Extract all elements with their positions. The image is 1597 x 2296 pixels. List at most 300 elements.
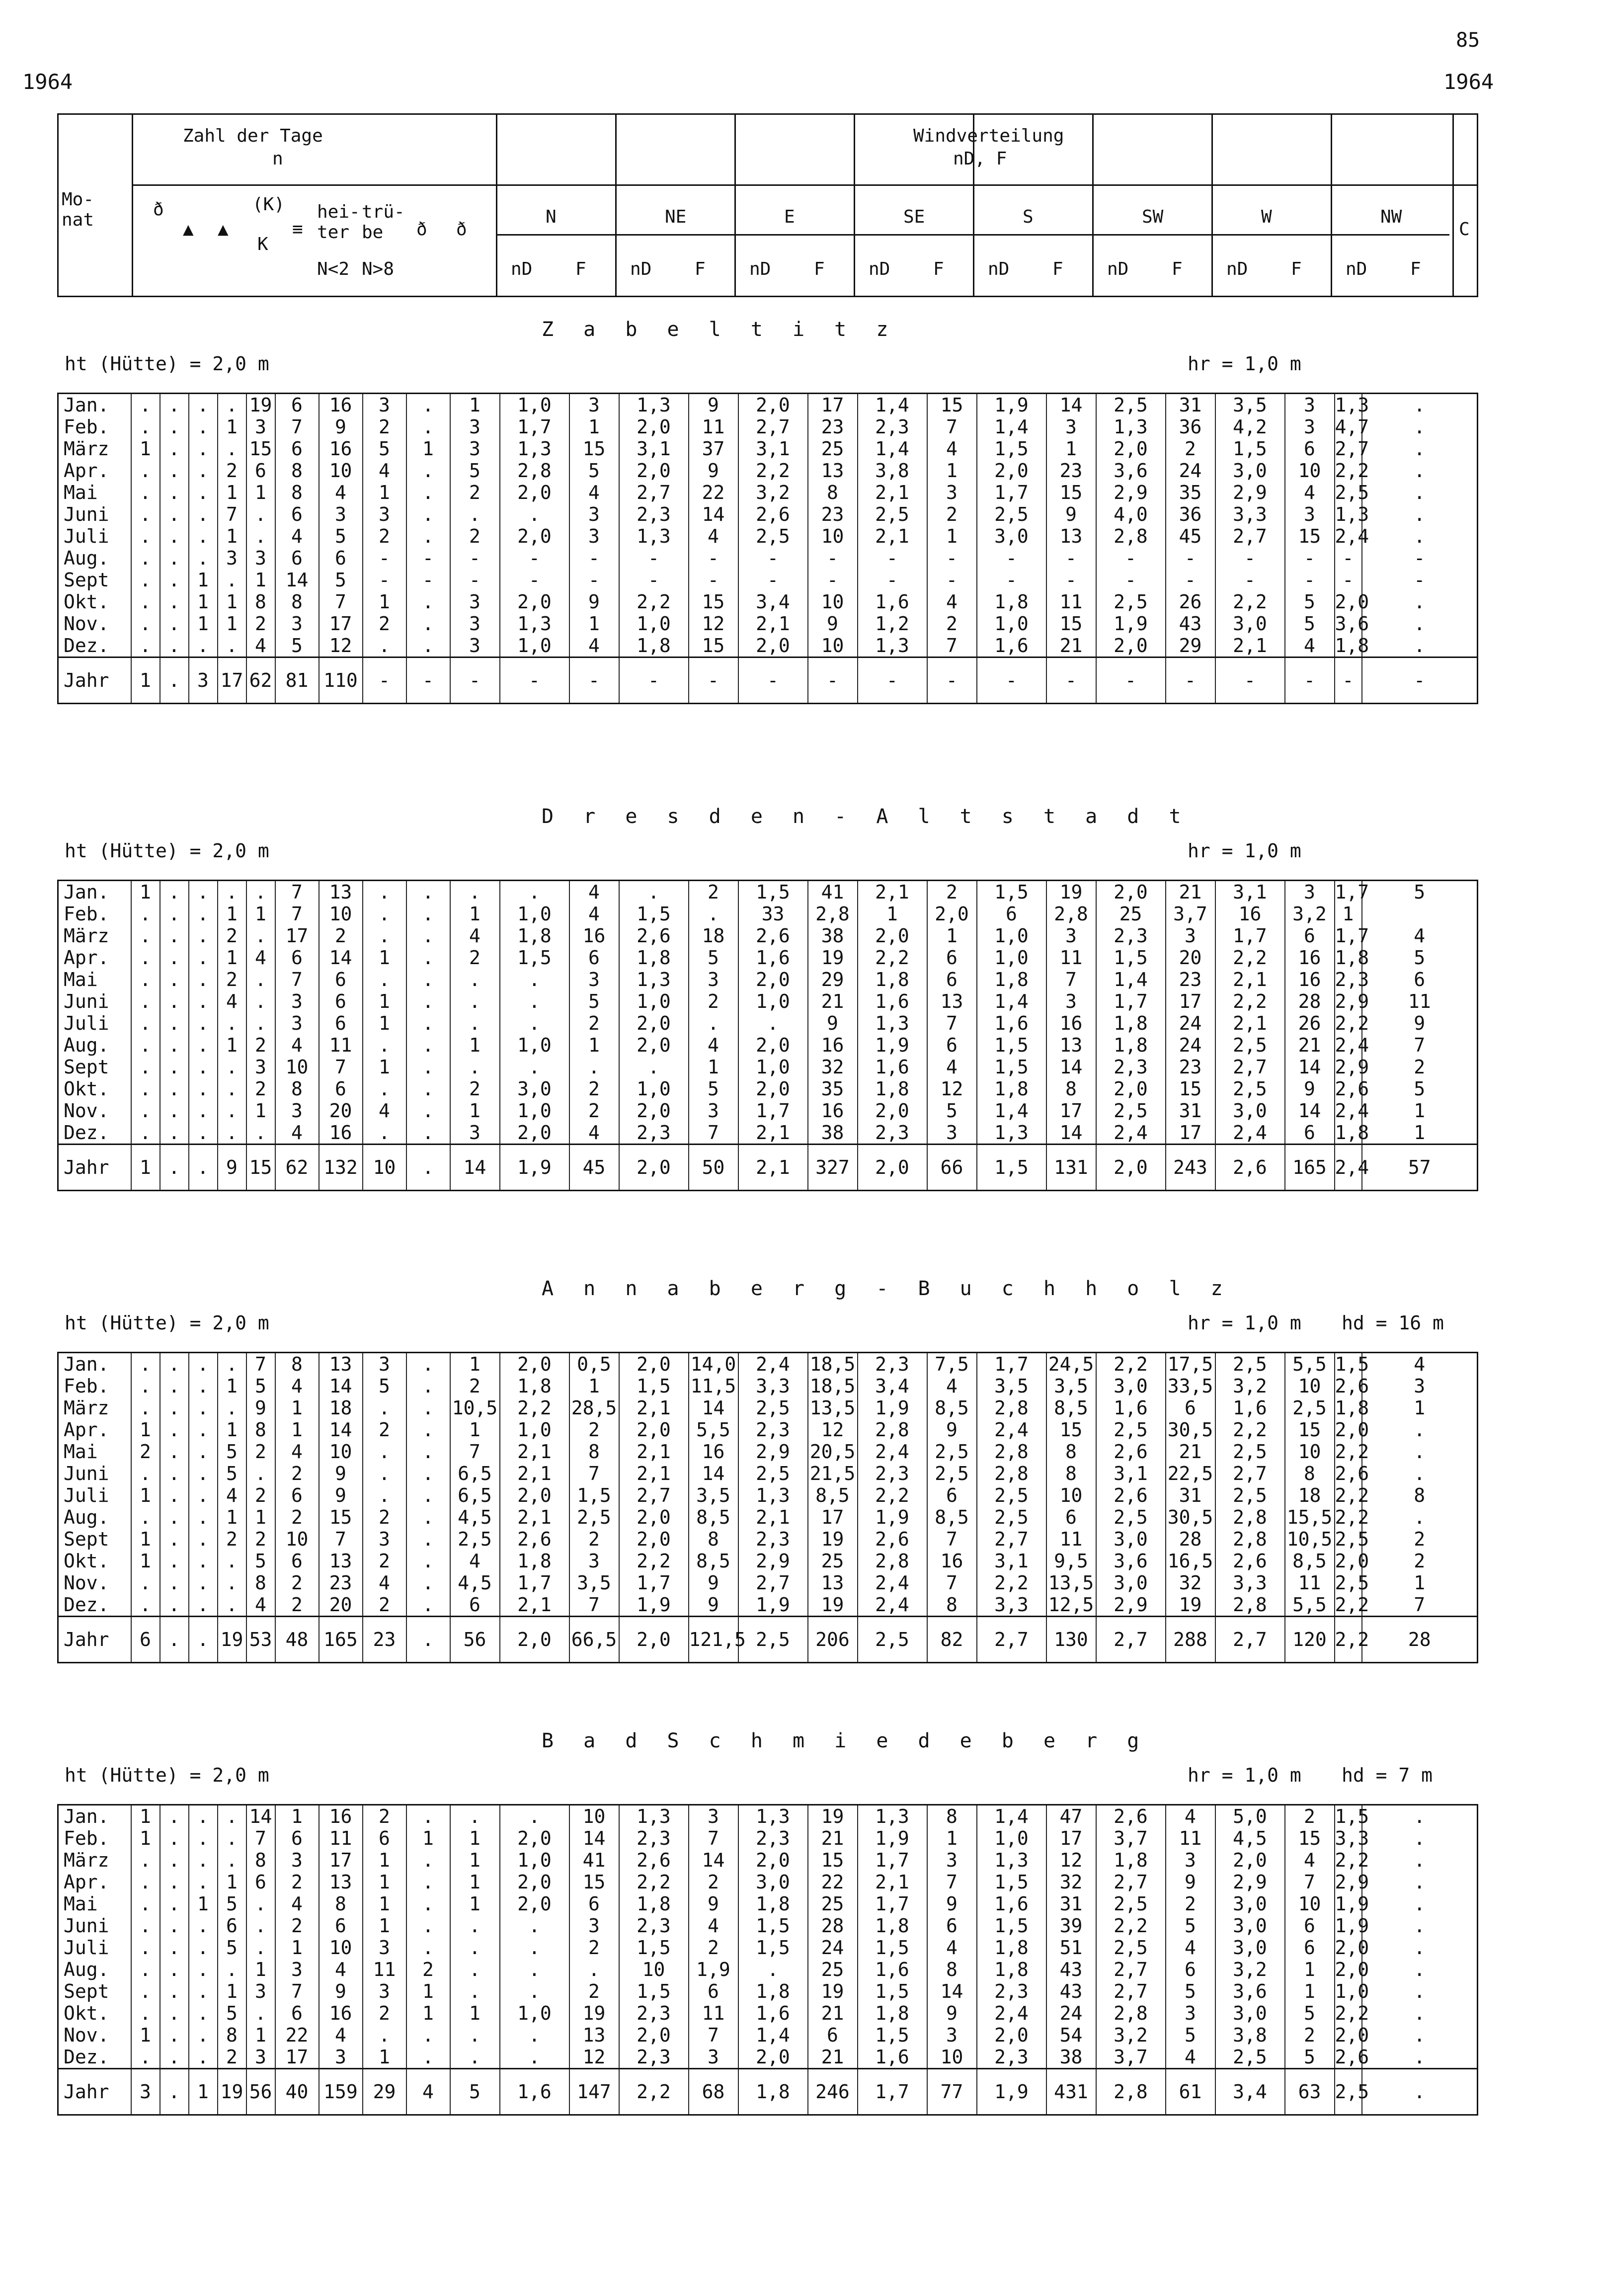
table-cell: 2 <box>218 460 246 482</box>
table-cell: 9 <box>1362 1012 1478 1034</box>
table-cell: . <box>1362 591 1478 613</box>
table-cell: 4 <box>569 482 619 503</box>
table-cell: 1 <box>1362 1122 1478 1145</box>
table-cell: . <box>160 1122 189 1145</box>
table-cell: 7 <box>927 1012 977 1034</box>
table-cell: 8 <box>927 1594 977 1617</box>
table-cell: . <box>1362 635 1478 657</box>
table-row <box>58 1441 1478 1463</box>
table-cell: 6 <box>246 460 275 482</box>
table-cell: 1,5 <box>619 1375 689 1397</box>
table-cell: 1,8 <box>500 1375 569 1397</box>
table-cell: 132 <box>319 1145 363 1191</box>
table-cell: - <box>858 569 927 591</box>
table-cell: 2,5 <box>738 1463 808 1484</box>
table-cell: 1,8 <box>1096 1034 1166 1056</box>
table-cell: 3 <box>569 969 619 990</box>
table-cell: . <box>218 635 246 657</box>
sym-dew: ð <box>416 219 427 240</box>
table-cell: . <box>189 1980 218 2002</box>
table-cell: 2,0 <box>619 1145 689 1191</box>
table-cell: 1,4 <box>977 1805 1046 1828</box>
table-cell: 130 <box>1046 1617 1096 1663</box>
table-cell: 1 <box>246 2024 275 2046</box>
table-cell: . <box>363 903 406 925</box>
month-label: Jahr <box>58 657 131 704</box>
table-cell: 19 <box>246 394 275 416</box>
table-cell: 14 <box>1285 1056 1335 1078</box>
month-label: Jahr <box>58 1145 131 1191</box>
table-cell: 23 <box>808 416 858 438</box>
table-cell: . <box>131 1397 160 1419</box>
table-cell: 6 <box>927 1484 977 1506</box>
table-cell: 1,3 <box>619 525 689 547</box>
table-cell: . <box>450 990 500 1012</box>
table-cell: 5,5 <box>1285 1594 1335 1617</box>
table-cell: 7 <box>218 503 246 525</box>
table-cell: - <box>1046 657 1096 704</box>
table-cell: 2 <box>1166 438 1215 460</box>
table-cell: 3,0 <box>1215 460 1285 482</box>
table-cell: . <box>406 394 450 416</box>
table-cell: 2,4 <box>858 1594 927 1617</box>
table-cell: . <box>406 1506 450 1528</box>
table-cell: 1,6 <box>1096 1397 1166 1419</box>
table-cell: 35 <box>1166 482 1215 503</box>
table-cell: 9 <box>569 591 619 613</box>
direction-sub-f: F <box>1052 259 1063 279</box>
table-cell: - <box>977 547 1046 569</box>
table-cell: 1 <box>363 1871 406 1893</box>
direction-sub-nd: nD <box>988 259 1010 279</box>
table-cell: 2 <box>450 947 500 969</box>
table-cell: . <box>131 2002 160 2024</box>
table-row <box>58 2069 1478 2115</box>
table-cell: 28 <box>1362 1617 1478 1663</box>
table-cell: 2,5 <box>450 1528 500 1550</box>
station-title: B a d S c h m i e d e b e r g <box>542 1729 1148 1752</box>
table-cell: 5 <box>218 2002 246 2024</box>
table-cell: 3 <box>569 503 619 525</box>
table-cell: . <box>189 1572 218 1594</box>
month-label: Jan. <box>58 394 131 416</box>
table-cell: 3,2 <box>738 482 808 503</box>
table-cell: 2 <box>218 1528 246 1550</box>
table-cell: 5 <box>363 1375 406 1397</box>
table-cell: 1,6 <box>858 1056 927 1078</box>
table-cell: 16 <box>1215 903 1285 925</box>
table-cell: . <box>406 969 450 990</box>
table-cell: . <box>189 947 218 969</box>
table-cell: 19 <box>808 1805 858 1828</box>
table-cell: - <box>1285 569 1335 591</box>
table-cell: . <box>246 925 275 947</box>
table-row <box>58 1849 1478 1871</box>
table-cell: 11 <box>689 2002 738 2024</box>
table-cell: 2,0 <box>738 1078 808 1100</box>
table-cell: 1,0 <box>500 394 569 416</box>
table-cell: 8 <box>275 591 319 613</box>
table-cell: 1 <box>450 1419 500 1441</box>
table-cell: 3,0 <box>1096 1572 1166 1594</box>
table-cell: . <box>189 1122 218 1145</box>
table-cell: 26 <box>1166 591 1215 613</box>
table-cell: 3 <box>927 1849 977 1871</box>
table-cell: 2,2 <box>1096 1353 1166 1376</box>
table-cell: 3,1 <box>619 438 689 460</box>
table-cell: - <box>927 547 977 569</box>
table-row <box>58 503 1478 525</box>
table-cell: . <box>160 2002 189 2024</box>
table-row <box>58 1506 1478 1528</box>
table-cell: . <box>131 1034 160 1056</box>
table-cell: 6 <box>569 947 619 969</box>
table-cell: 12 <box>569 2046 619 2069</box>
table-cell: 7 <box>275 969 319 990</box>
direction-nw: NW <box>1380 207 1402 227</box>
table-cell: 38 <box>808 1122 858 1145</box>
month-label: Sept <box>58 1528 131 1550</box>
table-cell: 6 <box>218 1915 246 1937</box>
table-cell: 12 <box>1046 1849 1096 1871</box>
table-cell: 43 <box>1166 613 1215 635</box>
station-table <box>57 1804 1478 2116</box>
table-cell: 6 <box>1285 1915 1335 1937</box>
table-cell: . <box>131 525 160 547</box>
table-cell: 12 <box>927 1078 977 1100</box>
direction-sub-nd: nD <box>1226 259 1248 279</box>
table-cell: 5 <box>1285 2002 1335 2024</box>
table-cell: 5 <box>689 1078 738 1100</box>
table-cell: . <box>406 460 450 482</box>
table-cell: - <box>500 569 569 591</box>
table-cell: 1,6 <box>858 591 927 613</box>
table-cell: . <box>131 503 160 525</box>
table-cell: . <box>131 1122 160 1145</box>
table-cell: 9 <box>319 1980 363 2002</box>
month-label: Apr. <box>58 1871 131 1893</box>
table-cell: . <box>131 1980 160 2002</box>
table-cell: . <box>189 990 218 1012</box>
table-cell: 16 <box>319 394 363 416</box>
table-cell: . <box>689 903 738 925</box>
table-cell: 6 <box>319 1012 363 1034</box>
table-cell: 2,1 <box>500 1441 569 1463</box>
month-label: Mai <box>58 1893 131 1915</box>
table-cell: . <box>218 1959 246 1980</box>
table-cell: 2,8 <box>1215 1506 1285 1528</box>
sym-heiter-sub: N<2 <box>317 259 350 279</box>
table-cell: 2,0 <box>619 1034 689 1056</box>
direction-sub-f: F <box>1410 259 1421 279</box>
table-cell: 2,2 <box>1096 1915 1166 1937</box>
table-cell: 4 <box>319 1959 363 1980</box>
sym-fog: ≡ <box>292 219 303 240</box>
table-cell: 3 <box>689 1805 738 1828</box>
table-cell: 1,5 <box>619 1980 689 2002</box>
table-cell: - <box>1096 569 1166 591</box>
table-cell: 6 <box>1285 1122 1335 1145</box>
table-cell: 2,1 <box>738 1145 808 1191</box>
table-cell: 1,0 <box>738 990 808 1012</box>
direction-sub-nd: nD <box>1346 259 1367 279</box>
table-cell: - <box>689 547 738 569</box>
table-cell: 159 <box>319 2069 363 2115</box>
table-cell: 8 <box>246 591 275 613</box>
table-cell: 2,0 <box>619 1012 689 1034</box>
month-label: Dez. <box>58 635 131 657</box>
table-cell: - <box>406 569 450 591</box>
table-cell: 2,5 <box>1285 1397 1335 1419</box>
month-label: Dez. <box>58 1122 131 1145</box>
table-cell: . <box>218 569 246 591</box>
table-cell: 2,3 <box>738 1528 808 1550</box>
table-cell: 2 <box>569 1419 619 1441</box>
table-cell: 43 <box>1046 1959 1096 1980</box>
table-cell: 16 <box>1285 947 1335 969</box>
direction-sub-f: F <box>1172 259 1183 279</box>
table-cell: - <box>1285 547 1335 569</box>
table-cell: . <box>500 1980 569 2002</box>
table-cell: . <box>189 1849 218 1871</box>
table-cell: 2,0 <box>977 2024 1046 2046</box>
table-cell: . <box>189 1594 218 1617</box>
table-cell: . <box>450 1056 500 1078</box>
table-cell: 6 <box>275 1484 319 1506</box>
table-cell: 2 <box>689 1871 738 1893</box>
table-cell: . <box>1362 1419 1478 1441</box>
table-cell: . <box>246 503 275 525</box>
table-cell: 24 <box>1166 460 1215 482</box>
table-cell: 13 <box>927 990 977 1012</box>
table-cell: 2,7 <box>738 1572 808 1594</box>
table-cell: 17,5 <box>1166 1353 1215 1376</box>
table-cell: 1,3 <box>1335 503 1369 525</box>
table-cell: - <box>689 657 738 704</box>
table-cell: . <box>189 969 218 990</box>
table-cell: 2,0 <box>619 416 689 438</box>
table-cell: 9 <box>1166 1871 1215 1893</box>
table-cell: 2,7 <box>1096 1617 1166 1663</box>
table-cell: 2,3 <box>977 2046 1046 2069</box>
table-cell: 35 <box>808 1078 858 1100</box>
table-cell: 3,6 <box>1335 613 1369 635</box>
table-cell: 43 <box>1046 1980 1096 2002</box>
table-cell: . <box>160 1871 189 1893</box>
table-cell: 3 <box>363 1980 406 2002</box>
direction-ne: NE <box>665 207 687 227</box>
table-cell: . <box>500 1915 569 1937</box>
table-cell: 2,0 <box>619 1506 689 1528</box>
table-cell: . <box>189 903 218 925</box>
table-cell: 7 <box>275 881 319 903</box>
table-cell: - <box>569 547 619 569</box>
table-cell: 1,3 <box>858 635 927 657</box>
table-cell: 1,3 <box>977 1849 1046 1871</box>
table-row <box>58 1572 1478 1594</box>
table-row <box>58 969 1478 990</box>
table-cell: 1 <box>275 1397 319 1419</box>
table-cell: 10 <box>808 525 858 547</box>
table-cell: 8 <box>927 1805 977 1828</box>
direction-sub-nd: nD <box>869 259 890 279</box>
table-cell: 1,7 <box>738 1100 808 1122</box>
direction-n: N <box>546 207 557 227</box>
table-cell: . <box>246 1893 275 1915</box>
table-cell: 1,5 <box>619 903 689 925</box>
table-cell: 3 <box>246 2046 275 2069</box>
table-cell: 4 <box>1166 2046 1215 2069</box>
table-cell: . <box>160 613 189 635</box>
table-cell: 8 <box>275 460 319 482</box>
table-cell: . <box>246 1937 275 1959</box>
table-cell: 4 <box>450 925 500 947</box>
table-cell: 1 <box>363 990 406 1012</box>
table-cell: 13 <box>1046 525 1096 547</box>
table-cell: 14 <box>246 1805 275 1828</box>
table-cell: 3,8 <box>1215 2024 1285 2046</box>
table-cell: - <box>619 547 689 569</box>
table-cell: 1,9 <box>1335 1915 1369 1937</box>
table-cell: 29 <box>808 969 858 990</box>
table-cell: 3 <box>569 1915 619 1937</box>
table-cell: 7 <box>246 1827 275 1849</box>
table-cell: 1,6 <box>977 1893 1046 1915</box>
table-cell: 2 <box>319 925 363 947</box>
table-cell: 10,5 <box>450 1397 500 1419</box>
table-cell: 1,0 <box>977 613 1046 635</box>
table-cell: 28,5 <box>569 1397 619 1419</box>
table-row <box>58 1012 1478 1034</box>
table-cell: 7 <box>275 1980 319 2002</box>
table-cell: 1 <box>363 1915 406 1937</box>
table-cell: 6,5 <box>450 1484 500 1506</box>
table-cell: 3 <box>689 969 738 990</box>
sym-storm-k: K <box>257 234 268 254</box>
sym-storm: (K) <box>252 194 285 215</box>
table-cell: . <box>1362 1849 1478 1871</box>
table-cell: 2,5 <box>1335 1572 1369 1594</box>
table-cell: 8 <box>218 2024 246 2046</box>
table-cell: 9,5 <box>1046 1550 1096 1572</box>
table-cell: . <box>131 990 160 1012</box>
table-cell: 2,2 <box>1335 460 1369 482</box>
table-cell: 1,8 <box>619 947 689 969</box>
table-cell: 15 <box>319 1506 363 1528</box>
table-cell: 2,9 <box>738 1550 808 1572</box>
table-cell: 19 <box>808 1528 858 1550</box>
table-cell: 14,0 <box>689 1353 738 1376</box>
table-cell: 3 <box>569 525 619 547</box>
month-label: Juni <box>58 503 131 525</box>
table-cell: 5 <box>246 1375 275 1397</box>
table-cell: 5 <box>218 1937 246 1959</box>
table-cell: 4 <box>689 525 738 547</box>
table-cell: 6 <box>450 1594 500 1617</box>
table-cell: . <box>160 1827 189 1849</box>
table-cell: 1 <box>569 1375 619 1397</box>
table-cell: 2,0 <box>1335 591 1369 613</box>
table-cell: 1,5 <box>977 1915 1046 1937</box>
table-cell <box>1362 903 1478 925</box>
table-cell: 2,0 <box>738 394 808 416</box>
table-cell: - <box>500 547 569 569</box>
table-cell: 1 <box>450 1827 500 1849</box>
table-cell: 20,5 <box>808 1441 858 1463</box>
table-cell: 19 <box>218 2069 246 2115</box>
table-cell: 1 <box>1285 1959 1335 1980</box>
table-cell: 1 <box>406 2002 450 2024</box>
month-label: Juli <box>58 525 131 547</box>
table-cell: . <box>246 525 275 547</box>
table-cell: . <box>500 2024 569 2046</box>
table-cell: 16 <box>569 925 619 947</box>
station-hd: hd = 16 m <box>1342 1312 1444 1334</box>
table-cell: - <box>1362 657 1478 704</box>
table-cell: 2,4 <box>1335 525 1369 547</box>
table-cell: 2,5 <box>927 1463 977 1484</box>
table-cell: 1 <box>246 1506 275 1528</box>
month-label: Sept <box>58 569 131 591</box>
table-cell: . <box>189 1550 218 1572</box>
table-cell: 3 <box>131 2069 160 2115</box>
table-cell: 2,9 <box>1215 482 1285 503</box>
table-cell: 2,0 <box>738 2046 808 2069</box>
table-cell: 3,0 <box>1215 1937 1285 1959</box>
table-cell: 2,8 <box>1096 2002 1166 2024</box>
table-cell: 25 <box>1096 903 1166 925</box>
table-cell: . <box>246 969 275 990</box>
table-cell: 1 <box>218 1419 246 1441</box>
table-cell: 2,5 <box>858 1617 927 1663</box>
table-cell: 32 <box>808 1056 858 1078</box>
table-cell: 1,5 <box>858 1980 927 2002</box>
table-cell: 2 <box>246 1441 275 1463</box>
table-cell: 32 <box>1046 1871 1096 1893</box>
table-row <box>58 1463 1478 1484</box>
table-cell: 3,0 <box>738 1871 808 1893</box>
table-cell: 2,1 <box>858 482 927 503</box>
table-cell: - <box>1285 657 1335 704</box>
month-label: Nov. <box>58 613 131 635</box>
month-label: Feb. <box>58 903 131 925</box>
table-row <box>58 416 1478 438</box>
table-cell: 3 <box>363 394 406 416</box>
table-cell: 2,2 <box>1335 1506 1369 1528</box>
table-cell: 9 <box>1285 1078 1335 1100</box>
table-cell: 24 <box>1166 1012 1215 1034</box>
table-cell: . <box>189 394 218 416</box>
table-cell: 1,3 <box>619 1805 689 1828</box>
table-cell: 3,0 <box>1096 1528 1166 1550</box>
table-cell: . <box>160 1375 189 1397</box>
table-cell: 14 <box>1046 394 1096 416</box>
table-cell: 1,8 <box>858 1915 927 1937</box>
table-cell: 2 <box>927 613 977 635</box>
table-cell: 3,5 <box>1046 1375 1096 1397</box>
table-row <box>58 1100 1478 1122</box>
table-cell: - <box>977 569 1046 591</box>
table-cell: . <box>131 2046 160 2069</box>
table-row <box>58 657 1478 704</box>
table-cell: 3 <box>1362 1375 1478 1397</box>
table-cell: 15 <box>1046 613 1096 635</box>
table-cell: 2,4 <box>858 1572 927 1594</box>
table-cell: 4,5 <box>1215 1827 1285 1849</box>
table-cell: 9 <box>927 1419 977 1441</box>
table-cell: 3 <box>689 2046 738 2069</box>
table-cell: 1 <box>189 569 218 591</box>
